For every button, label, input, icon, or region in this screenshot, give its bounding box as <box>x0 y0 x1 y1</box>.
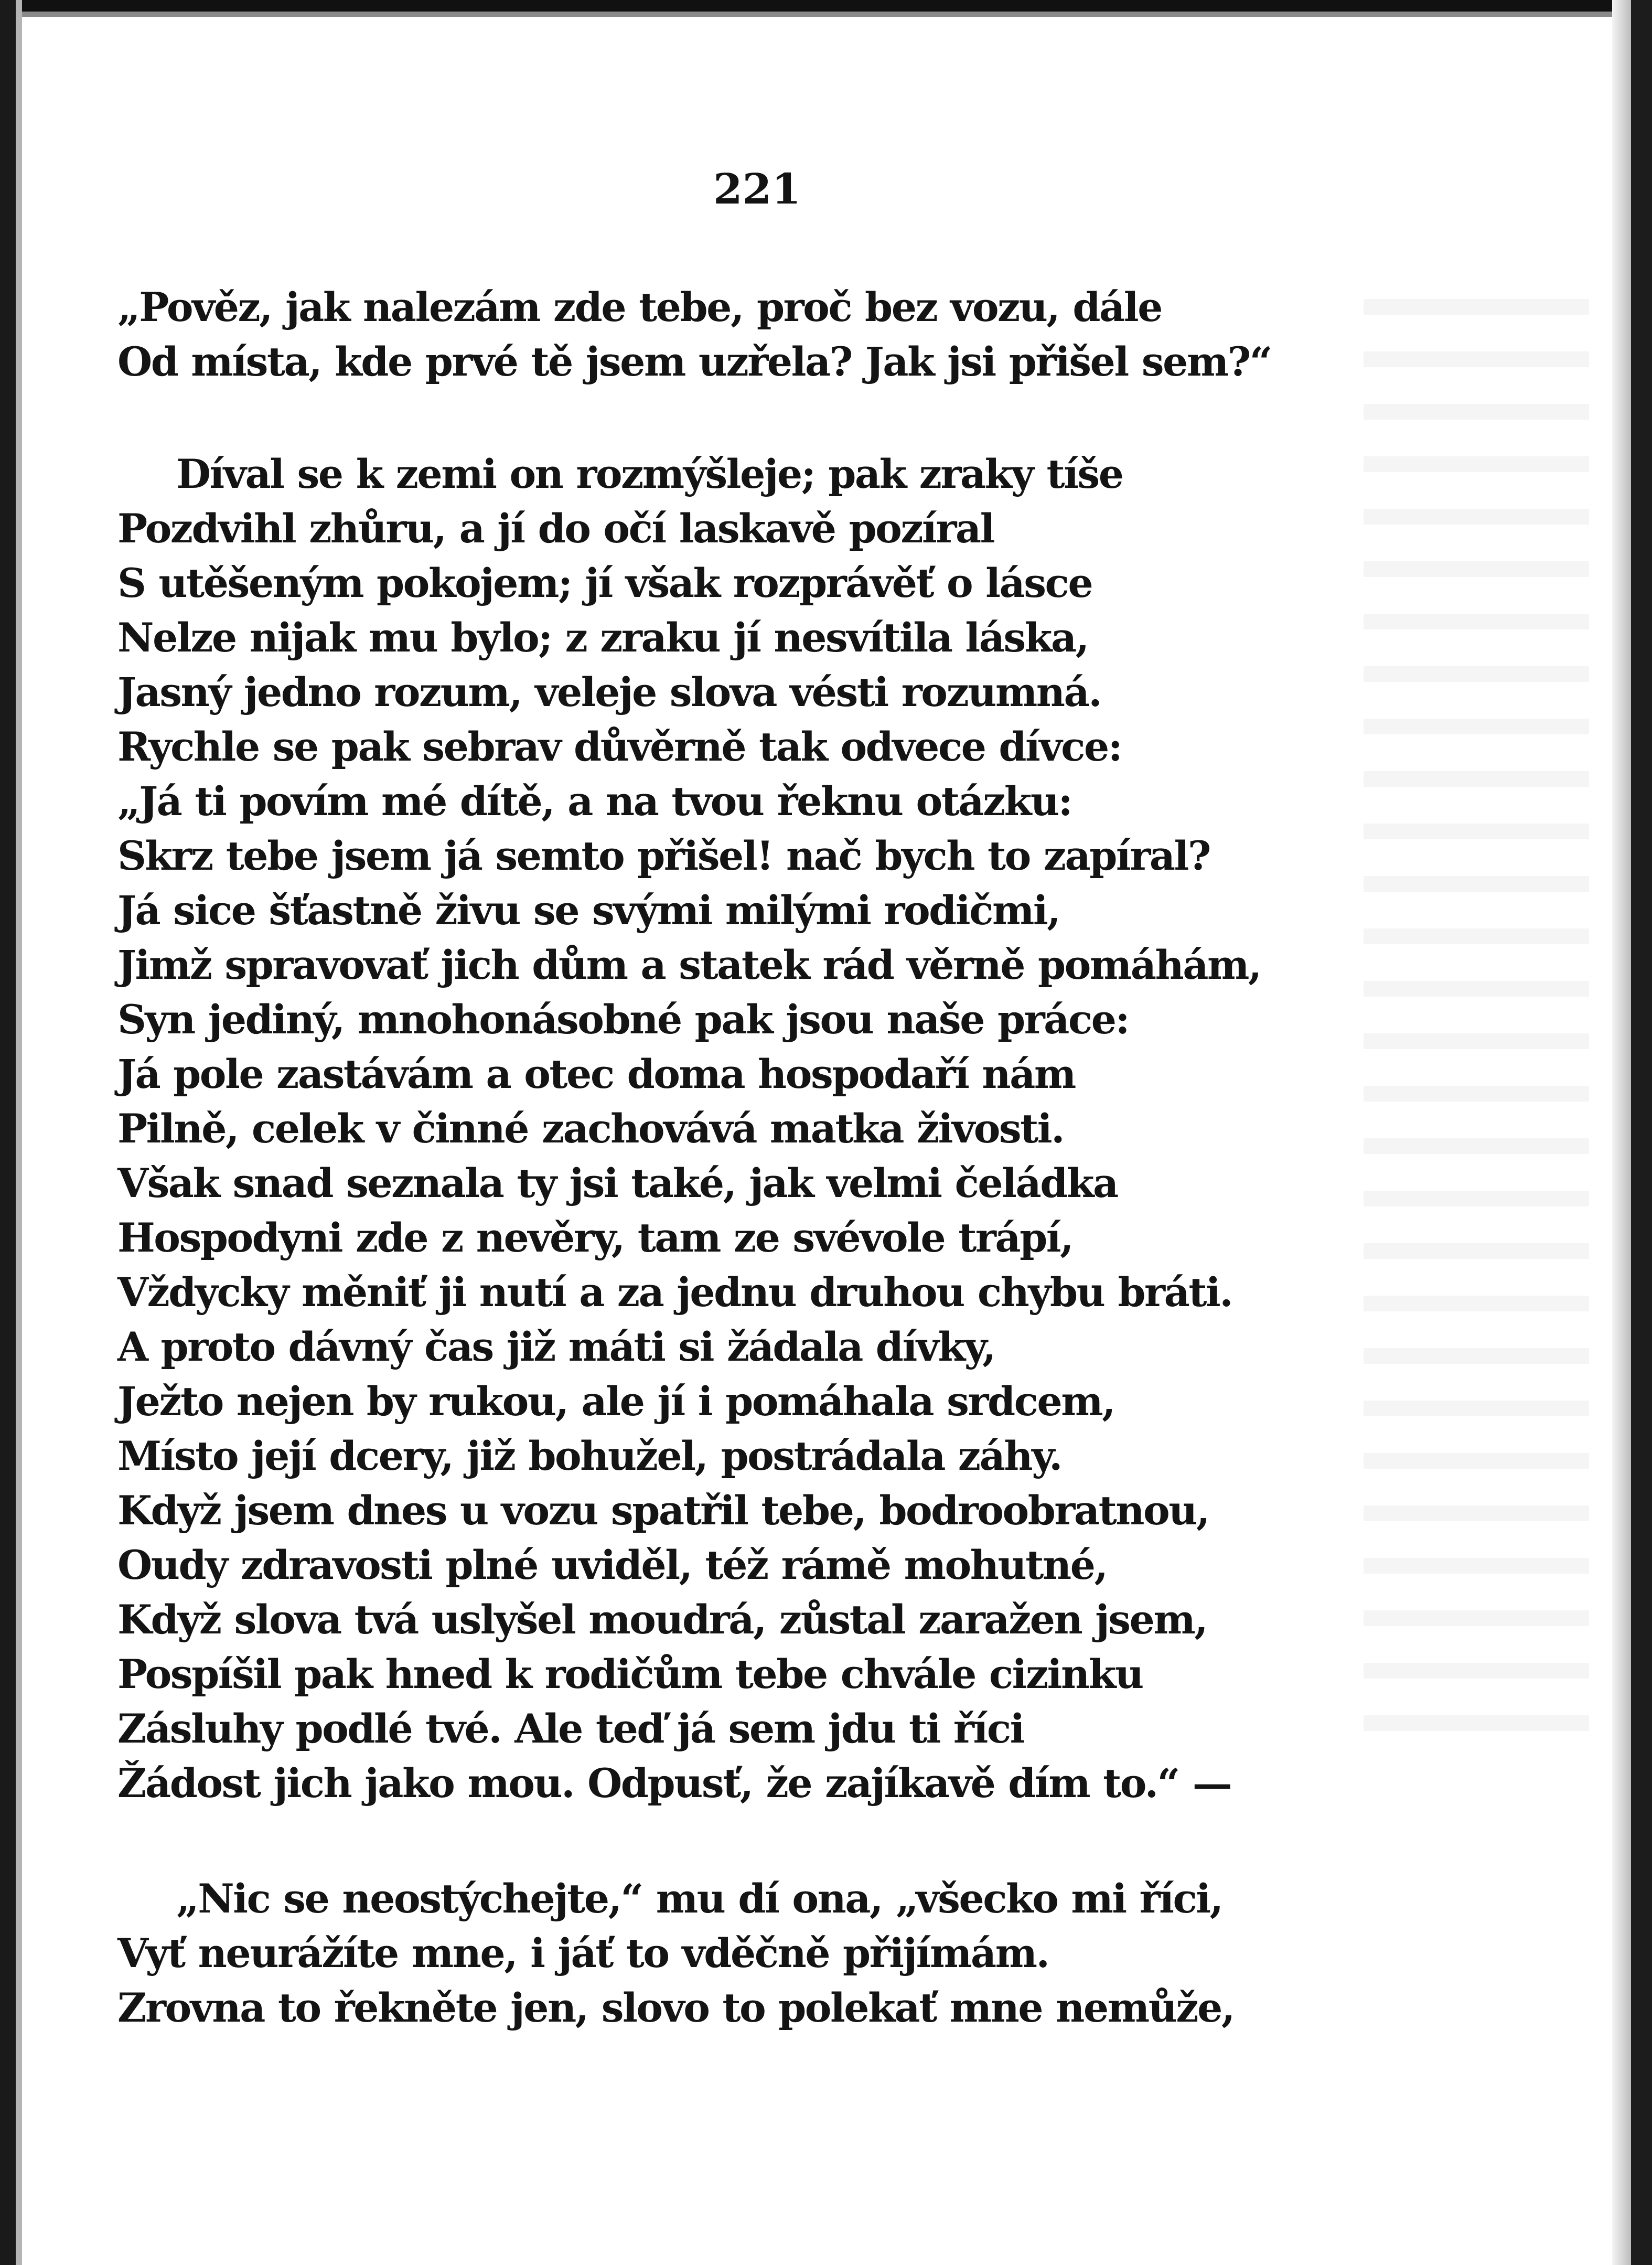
poem-line: Zásluhy podlé tvé. Ale teď já sem jdu ti říci <box>117 1705 1024 1752</box>
scan-border-left-shade <box>16 0 22 2265</box>
scan-border-top-shade <box>0 12 1652 17</box>
poem-line: Pospíšil pak hned k rodičům tebe chvále cizinku <box>117 1651 1143 1697</box>
stanza-3 <box>117 1872 1460 2035</box>
poem-line: Já sice šťastně živu se svými milými rodičmi, <box>117 887 1060 934</box>
poem-line: Pozdvihl zhůru, a jí do očí laskavě pozíral <box>117 505 994 552</box>
scan-border-top <box>0 0 1652 12</box>
poem-line: Ježto nejen by rukou, ale jí i pomáhala srdcem, <box>117 1378 1115 1425</box>
poem-line: Místo její dcery, již bohužel, postrádala záhy. <box>117 1433 1061 1479</box>
stanza-gap <box>117 389 1460 447</box>
poem-line: Jasný jedno rozum, veleje slova vésti rozumná. <box>117 669 1101 715</box>
poem-line: Nelze nijak mu bylo; z zraku jí nesvítila láska, <box>117 614 1088 661</box>
scan-border-left <box>0 0 16 2265</box>
scan-border-right-shade <box>1612 0 1631 2265</box>
stanza-gap <box>117 1811 1460 1872</box>
poem-line: Žádost jich jako mou. Odpusť, že zajíkavě dím to.“ — <box>117 1760 1231 1807</box>
poem-line: „Já ti povím mé dítě, a na tvou řeknu otázku: <box>117 778 1072 825</box>
poem-line: Pilně, celek v činné zachovává matka živosti. <box>117 1105 1064 1152</box>
poem-line: Oudy zdravosti plné uviděl, též rámě mohutné, <box>117 1542 1107 1588</box>
poem-line: „Nic se neostýchejte,“ mu dí ona, „všecko mi říci, <box>176 1875 1222 1922</box>
poem-line: Syn jediný, mnohonásobné pak jsou naše práce: <box>117 996 1129 1043</box>
page-number: 221 <box>713 164 801 213</box>
poem-line: Hospodyni zde z nevěry, tam ze svévole trápí, <box>117 1214 1073 1261</box>
stanza-2 <box>117 447 1460 1811</box>
poem-text <box>117 280 1460 2035</box>
poem-line: A proto dávný čas již máti si žádala dívky, <box>117 1323 995 1370</box>
poem-line: Od místa, kde prvé tě jsem uzřela? Jak jsi přišel sem?“ <box>117 338 1272 385</box>
poem-line: Však snad seznala ty jsi také, jak velmi čeládka <box>117 1160 1118 1206</box>
poem-line: Když slova tvá uslyšel moudrá, zůstal zaražen jsem, <box>117 1596 1207 1643</box>
poem-line: Díval se k zemi on rozmýšleje; pak zraky tíše <box>176 451 1123 497</box>
poem-line: Rychle se pak sebrav důvěrně tak odvece dívce: <box>117 723 1122 770</box>
poem-line: Skrz tebe jsem já semto přišel! nač bych to zapíral? <box>117 832 1210 879</box>
scan-border-right <box>1631 0 1652 2265</box>
poem-line: Když jsem dnes u vozu spatřil tebe, bodroobratnou, <box>117 1487 1209 1534</box>
poem-line: Jimž spravovať jich dům a statek rád věrně pomáhám, <box>117 942 1261 988</box>
poem-line: „Pověz, jak nalezám zde tebe, proč bez vozu, dále <box>117 284 1162 330</box>
stanza-1 <box>117 280 1460 389</box>
poem-line: Vyť neurážíte mne, i jáť to vděčně přijímám. <box>117 1930 1049 1976</box>
poem-line: Vždycky měniť ji nutí a za jednu druhou chybu bráti. <box>117 1269 1232 1316</box>
poem-line: S utěšeným pokojem; jí však rozprávěť o lásce <box>117 560 1092 606</box>
poem-line: Já pole zastávám a otec doma hospodaří nám <box>117 1051 1075 1097</box>
poem-line: Zrovna to řekněte jen, slovo to polekať mne nemůže, <box>117 1984 1234 2031</box>
